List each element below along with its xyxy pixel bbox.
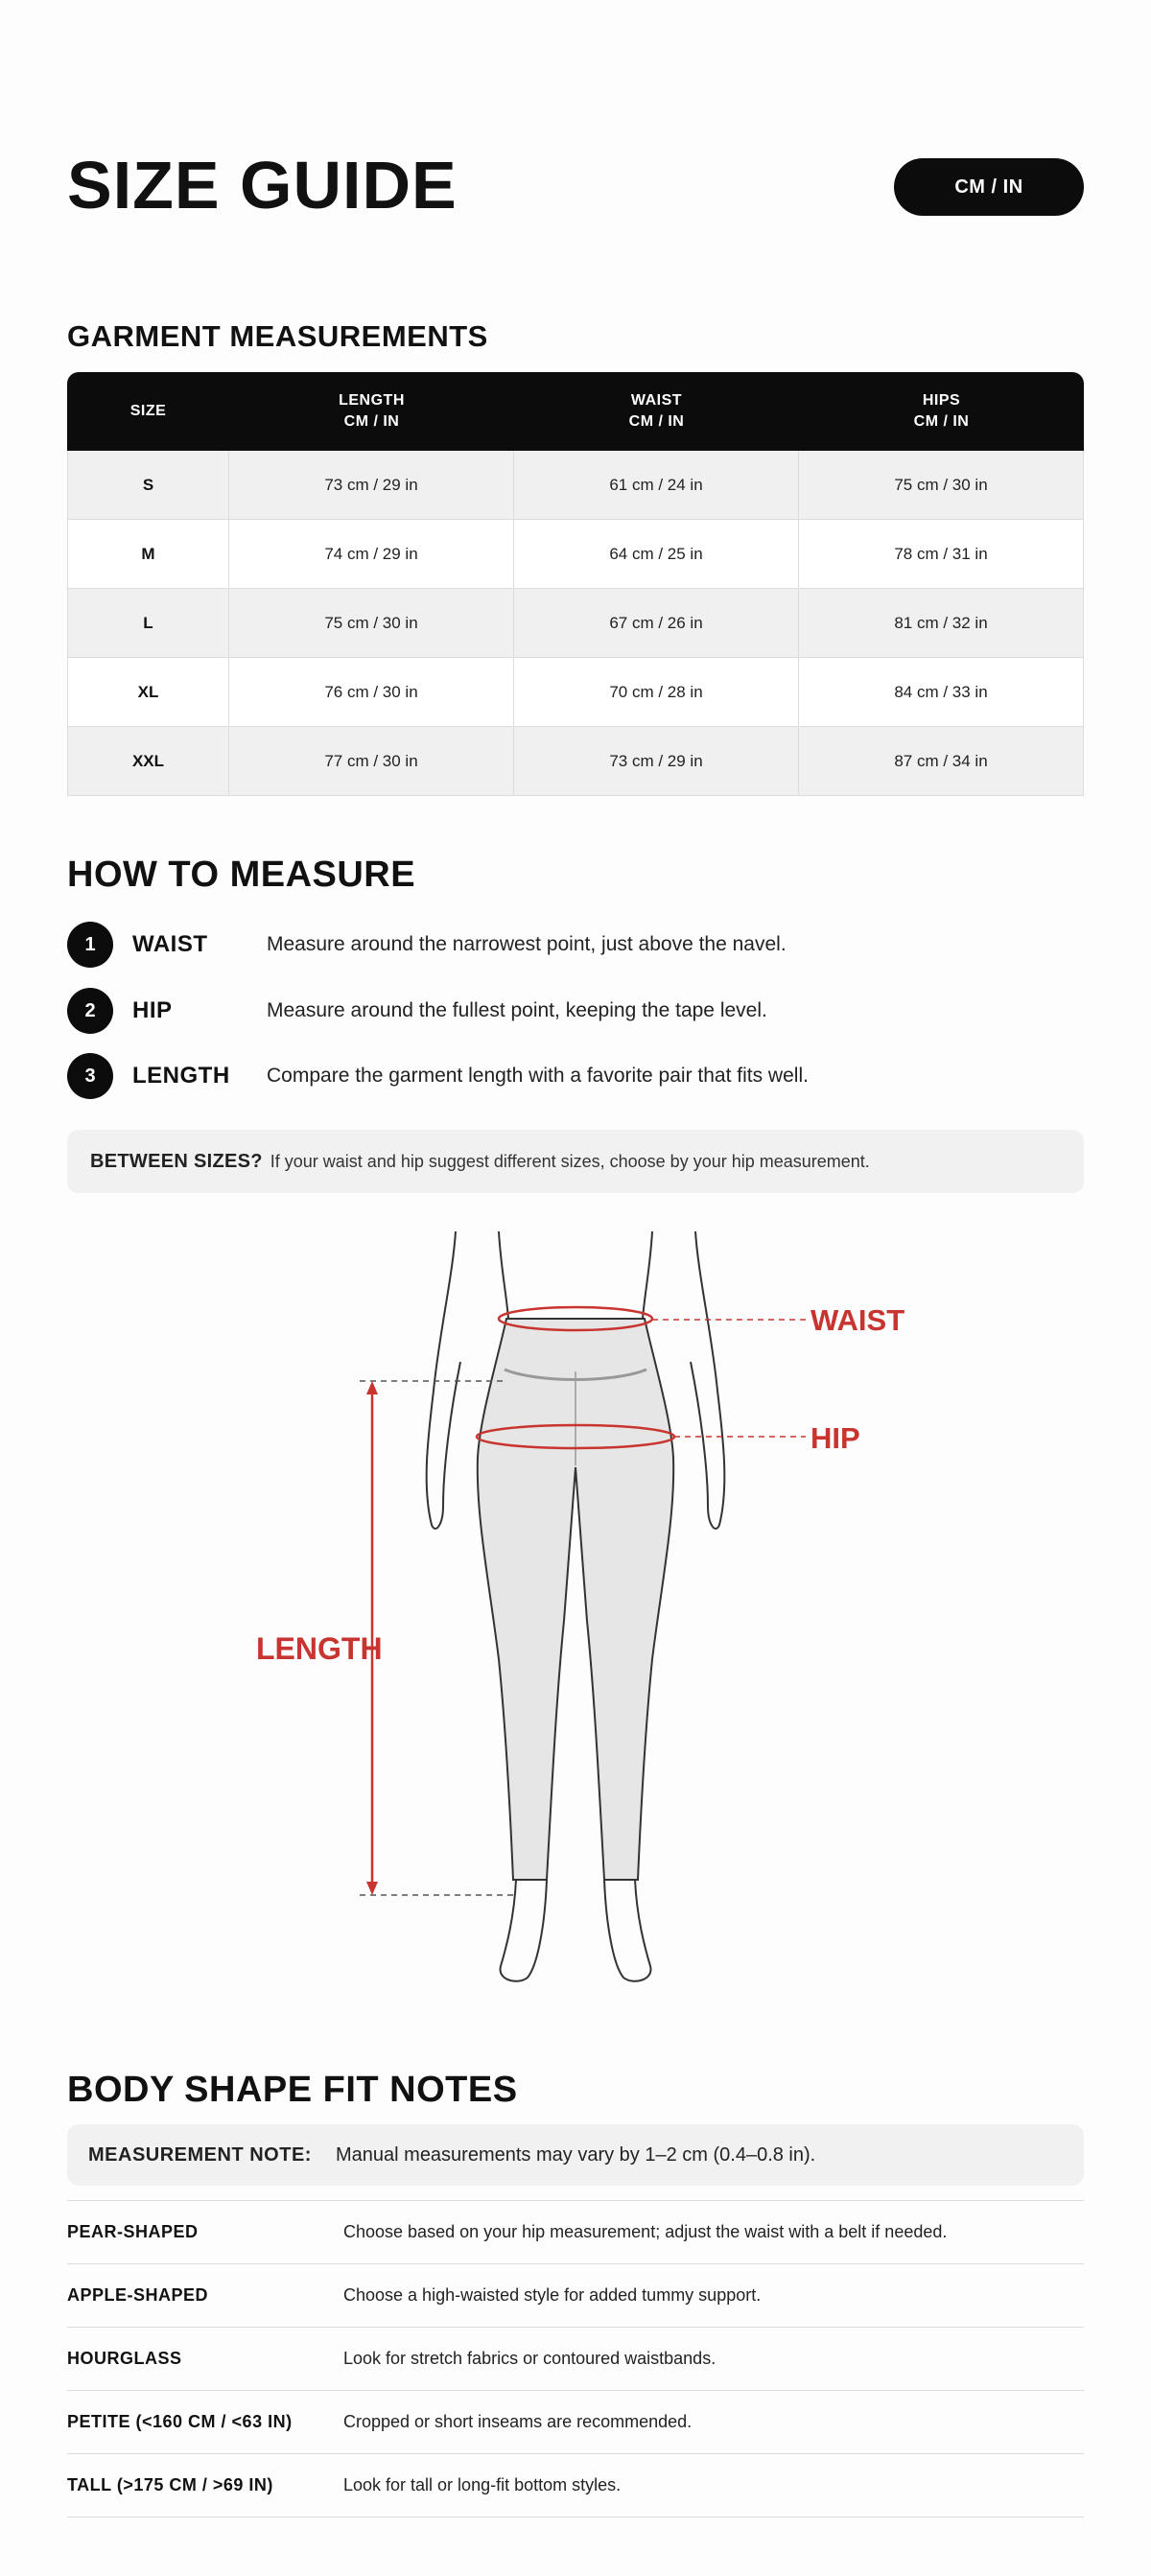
fit-advice: Look for tall or long-fit bottom styles. <box>343 2475 622 2494</box>
column-header-waist <box>514 372 799 451</box>
size-cell: XL <box>67 658 229 727</box>
table-header-row <box>67 372 1084 451</box>
list-item <box>67 2391 1084 2454</box>
right-foot-outline <box>604 1880 650 1981</box>
length-cell: 75 cm / 30 in <box>229 589 514 658</box>
step-description: Compare the garment length with a favorite pair that fits well. <box>267 1065 809 1087</box>
step-description: Measure around the fullest point, keeping the tape level. <box>267 999 767 1021</box>
body-shape-name: TALL (>175 CM / >69 IN) <box>67 2475 273 2494</box>
step-number-badge: 2 <box>67 988 113 1034</box>
column-header-hips <box>799 372 1084 451</box>
table-row <box>67 658 1084 727</box>
left-foot-outline <box>501 1880 547 1981</box>
waist-cell: 64 cm / 25 in <box>514 520 799 589</box>
body-shape-name: APPLE-SHAPED <box>67 2285 209 2305</box>
table-row <box>67 451 1084 520</box>
size-table <box>67 372 1084 796</box>
body-shape-name: PEAR-SHAPED <box>67 2222 199 2241</box>
fit-notes-list <box>67 2200 1084 2517</box>
body-shape-name: HOURGLASS <box>67 2349 182 2368</box>
torso-outline <box>499 1231 652 1319</box>
waist-cell: 67 cm / 26 in <box>514 589 799 658</box>
waist-cell: 70 cm / 28 in <box>514 658 799 727</box>
column-header-label: WAIST <box>630 392 683 409</box>
column-header-unit: CM / IN <box>343 413 400 430</box>
length-cell: 73 cm / 29 in <box>229 451 514 520</box>
length-arrow-head-bottom <box>366 1882 378 1895</box>
measure-step-hip <box>67 988 1084 1034</box>
leggings-figure-illustration <box>67 1218 1084 2014</box>
page-title: SIZE GUIDE <box>67 148 458 222</box>
hips-cell: 87 cm / 34 in <box>799 727 1084 796</box>
fit-advice: Cropped or short inseams are recommended. <box>343 2412 693 2431</box>
hips-cell: 75 cm / 30 in <box>799 451 1084 520</box>
column-header-unit: CM / IN <box>628 413 685 430</box>
note-text: Manual measurements may vary by 1–2 cm (0.4–0.8 in). <box>336 2143 816 2166</box>
column-header-label: SIZE <box>129 403 167 419</box>
waist-cell: 61 cm / 24 in <box>514 451 799 520</box>
length-label: LENGTH <box>256 1631 383 1666</box>
column-header-length <box>229 372 514 451</box>
step-number-badge: 3 <box>67 1053 113 1099</box>
measure-step-waist <box>67 922 1084 968</box>
step-label: LENGTH <box>132 1063 230 1089</box>
tip-label: BETWEEN SIZES? <box>90 1150 263 1172</box>
unit-toggle-button[interactable]: CM / IN <box>894 158 1084 216</box>
step-description: Measure around the narrowest point, just above the navel. <box>267 933 787 955</box>
waist-cell: 73 cm / 29 in <box>514 727 799 796</box>
list-item <box>67 2328 1084 2391</box>
size-cell: L <box>67 589 229 658</box>
hips-cell: 84 cm / 33 in <box>799 658 1084 727</box>
column-header-label: LENGTH <box>339 392 405 409</box>
list-item <box>67 2454 1084 2517</box>
fit-advice: Choose a high-waisted style for added tummy support. <box>343 2285 762 2305</box>
table-row <box>67 520 1084 589</box>
left-arm-outline <box>427 1231 460 1529</box>
list-item <box>67 2264 1084 2328</box>
length-cell: 74 cm / 29 in <box>229 520 514 589</box>
table-row <box>67 589 1084 658</box>
hips-cell: 81 cm / 32 in <box>799 589 1084 658</box>
how-to-measure-heading: HOW TO MEASURE <box>67 855 416 895</box>
table-row <box>67 727 1084 796</box>
size-cell: S <box>67 451 229 520</box>
measurement-diagram <box>67 1218 1084 2014</box>
waist-label: WAIST <box>810 1303 905 1337</box>
length-cell: 77 cm / 30 in <box>229 727 514 796</box>
length-cell: 76 cm / 30 in <box>229 658 514 727</box>
hips-cell: 78 cm / 31 in <box>799 520 1084 589</box>
step-label: HIP <box>132 997 173 1023</box>
body-shape-heading: BODY SHAPE FIT NOTES <box>67 2070 518 2110</box>
column-header-size <box>67 372 229 451</box>
between-sizes-tip <box>67 1130 1084 1193</box>
fit-advice: Look for stretch fabrics or contoured waistbands. <box>343 2349 716 2368</box>
step-number-badge: 1 <box>67 922 113 968</box>
header <box>67 148 1084 222</box>
length-arrow-head-top <box>366 1381 378 1394</box>
hip-label: HIP <box>810 1421 860 1455</box>
note-label: MEASUREMENT NOTE: <box>88 2143 312 2166</box>
tip-text: If your waist and hip suggest different sizes, choose by your hip measurement. <box>270 1151 870 1171</box>
right-arm-outline <box>691 1231 724 1529</box>
measure-step-length <box>67 1053 1084 1099</box>
size-cell: XXL <box>67 727 229 796</box>
column-header-unit: CM / IN <box>913 413 970 430</box>
fit-advice: Choose based on your hip measurement; adjust the waist with a belt if needed. <box>343 2222 948 2241</box>
size-cell: M <box>67 520 229 589</box>
garment-measurements-heading: GARMENT MEASUREMENTS <box>67 319 488 353</box>
step-label: WAIST <box>132 931 208 957</box>
column-header-label: HIPS <box>922 392 961 409</box>
list-item <box>67 2201 1084 2264</box>
measurement-note-box <box>67 2124 1084 2186</box>
body-shape-name: PETITE (<160 CM / <63 IN) <box>67 2412 293 2431</box>
